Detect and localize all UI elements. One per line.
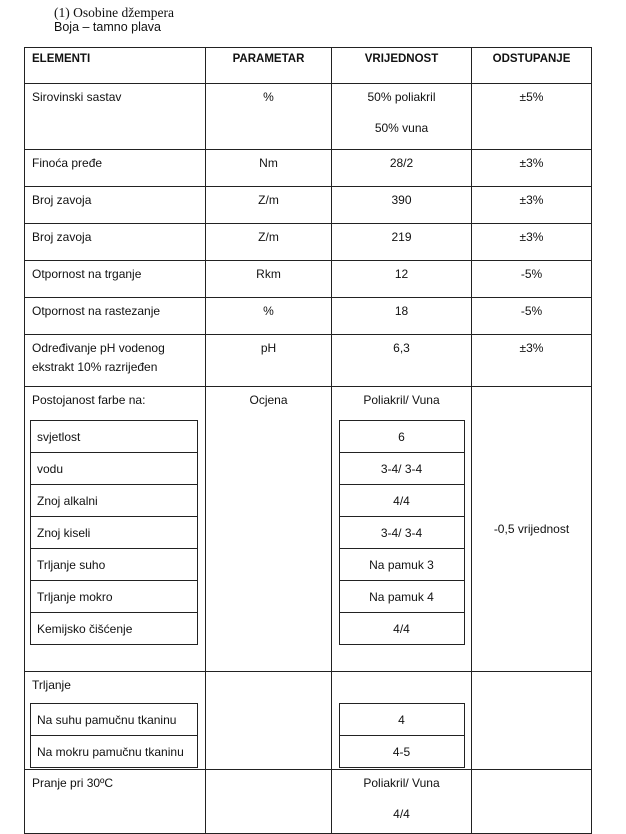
parameter-cell xyxy=(206,387,332,672)
fastness-elements-cell xyxy=(25,387,206,672)
list-item: 4/4 xyxy=(339,613,464,645)
parameter-cell: Nm xyxy=(206,150,332,187)
deviation-cell: -5% xyxy=(472,261,592,298)
list-item: Trljanje mokro xyxy=(31,581,198,613)
header-elementi: ELEMENTI xyxy=(25,48,206,84)
fastness-parameter: Ocjena xyxy=(249,393,288,407)
fastness-value-table xyxy=(339,420,465,645)
header-vrijednost: VRIJEDNOST xyxy=(332,48,472,84)
element-cell: Pranje pri 30ºC xyxy=(25,770,206,834)
value-cell: 18 xyxy=(332,298,472,335)
specification-table xyxy=(24,47,592,834)
list-item: svjetlost xyxy=(31,421,198,453)
value-line: Poliakril/ Vuna xyxy=(363,776,440,790)
element-cell: Finoća pređe xyxy=(25,150,206,187)
washing-row xyxy=(25,770,592,834)
parameter-cell: % xyxy=(206,298,332,335)
rubbing-value-table xyxy=(339,703,465,768)
value-cell: 390 xyxy=(332,187,472,224)
list-item: 3-4/ 3-4 xyxy=(339,453,464,485)
parameter-cell: Z/m xyxy=(206,187,332,224)
parameter-cell: % xyxy=(206,84,332,150)
header-odstupanje: ODSTUPANJE xyxy=(472,48,592,84)
table-row xyxy=(25,298,592,335)
parameter-cell: pH xyxy=(206,335,332,387)
color-subheading: Boja – tamno plava xyxy=(54,20,162,34)
deviation-cell: ±3% xyxy=(472,187,592,224)
list-item: 4 xyxy=(339,704,464,736)
list-item: 4-5 xyxy=(339,736,464,768)
parameter-cell: Z/m xyxy=(206,224,332,261)
list-item: 3-4/ 3-4 xyxy=(339,517,464,549)
parameter-cell: Rkm xyxy=(206,261,332,298)
list-item: 6 xyxy=(339,421,464,453)
fastness-deviation: -0,5 vrijednost xyxy=(493,522,570,536)
element-cell xyxy=(25,335,206,387)
value-line: 50% poliakril xyxy=(367,90,436,104)
rubbing-values-cell xyxy=(332,672,472,770)
parameter-cell xyxy=(206,770,332,834)
list-item: Na suhu pamučnu tkaninu xyxy=(31,704,198,736)
value-cell: 28/2 xyxy=(332,150,472,187)
value-line: 50% vuna xyxy=(374,121,429,135)
value-cell: 6,3 xyxy=(332,335,472,387)
element-line: Određivanje pH vodenog xyxy=(32,341,165,355)
list-item: vodu xyxy=(31,453,198,485)
rubbing-elements-cell xyxy=(25,672,206,770)
table-row xyxy=(25,335,592,387)
element-line: ekstrakt 10% razrijeđen xyxy=(32,360,158,374)
deviation-cell: ±5% xyxy=(472,84,592,150)
deviation-cell xyxy=(472,770,592,834)
element-cell: Broj zavoja xyxy=(25,224,206,261)
list-item: Na pamuk 4 xyxy=(339,581,464,613)
element-cell: Otpornost na trganje xyxy=(25,261,206,298)
section-heading: (1) Osobine džempera xyxy=(54,5,174,20)
value-cell xyxy=(332,84,472,150)
element-cell: Otpornost na rastezanje xyxy=(25,298,206,335)
header-row xyxy=(25,48,592,84)
fastness-values-cell xyxy=(332,387,472,672)
rubbing-title: Trljanje xyxy=(32,678,71,692)
list-item: Znoj kiseli xyxy=(31,517,198,549)
element-cell: Broj zavoja xyxy=(25,187,206,224)
fastness-value-header: Poliakril/ Vuna xyxy=(363,393,440,407)
deviation-cell: ±3% xyxy=(472,224,592,261)
table-row xyxy=(25,150,592,187)
list-item: Znoj alkalni xyxy=(31,485,198,517)
header-parametar: PARAMETAR xyxy=(206,48,332,84)
rubbing-row xyxy=(25,672,592,770)
list-item: Na mokru pamučnu tkaninu xyxy=(31,736,198,768)
value-cell: 12 xyxy=(332,261,472,298)
table-row xyxy=(25,224,592,261)
table-row xyxy=(25,187,592,224)
fastness-row xyxy=(25,387,592,672)
value-cell xyxy=(332,770,472,834)
table-row xyxy=(25,261,592,298)
deviation-cell: ±3% xyxy=(472,150,592,187)
fastness-title: Postojanost farbe na: xyxy=(32,393,146,407)
value-line: 4/4 xyxy=(393,807,410,821)
deviation-cell xyxy=(472,672,592,770)
table-row xyxy=(25,84,592,150)
deviation-cell: -5% xyxy=(472,298,592,335)
list-item: Trljanje suho xyxy=(31,549,198,581)
list-item: Na pamuk 3 xyxy=(339,549,464,581)
deviation-cell xyxy=(472,387,592,672)
value-cell: 219 xyxy=(332,224,472,261)
deviation-cell: ±3% xyxy=(472,335,592,387)
list-item: 4/4 xyxy=(339,485,464,517)
list-item: Kemijsko čišćenje xyxy=(31,613,198,645)
rubbing-label-table xyxy=(30,703,198,768)
element-cell: Sirovinski sastav xyxy=(25,84,206,150)
parameter-cell xyxy=(206,672,332,770)
fastness-label-table xyxy=(30,420,198,645)
